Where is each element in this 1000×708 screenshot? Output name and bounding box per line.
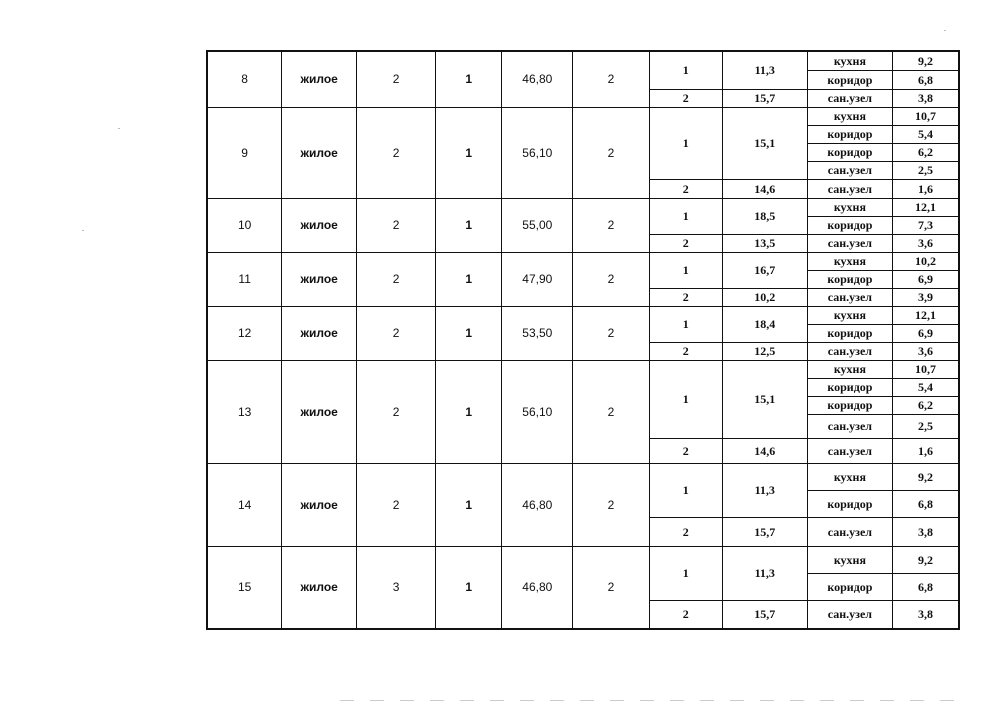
auxiliary-room-name: коридор: [807, 378, 892, 396]
scan-speck: [82, 230, 84, 231]
table-row: [207, 107, 959, 125]
premise-type: жилое: [282, 252, 357, 306]
premise-type: жилое: [282, 360, 357, 463]
table-row: [207, 51, 959, 70]
floor-cell: 2: [357, 360, 436, 463]
auxiliary-room-area: 9,2: [892, 463, 959, 490]
auxiliary-room-area: 10,2: [892, 252, 959, 270]
auxiliary-room-area: 3,8: [892, 517, 959, 546]
auxiliary-room-area: 10,7: [892, 360, 959, 378]
auxiliary-room-area: 6,2: [892, 396, 959, 414]
count-cell: 1: [436, 107, 502, 198]
auxiliary-room-area: 6,8: [892, 573, 959, 600]
floor-cell: 2: [357, 107, 436, 198]
premise-type: жилое: [282, 546, 357, 629]
auxiliary-room-name: сан.узел: [807, 161, 892, 179]
table-row: [207, 463, 959, 490]
auxiliary-room-area: 7,3: [892, 216, 959, 234]
premise-type: жилое: [282, 306, 357, 360]
floor-cell: 2: [357, 463, 436, 546]
auxiliary-room-name: коридор: [807, 396, 892, 414]
apartment-number: 14: [207, 463, 282, 546]
total-area-cell: 55,00: [502, 198, 573, 252]
total-area-cell: 46,80: [502, 51, 573, 107]
auxiliary-room-area: 3,6: [892, 234, 959, 252]
auxiliary-room-name: кухня: [807, 51, 892, 70]
auxiliary-room-name: сан.узел: [807, 600, 892, 629]
living-room-number: 2: [649, 342, 722, 360]
table-row: [207, 546, 959, 573]
auxiliary-room-name: коридор: [807, 216, 892, 234]
count-cell: 1: [436, 360, 502, 463]
auxiliary-room-name: коридор: [807, 573, 892, 600]
table-row: [207, 306, 959, 324]
auxiliary-room-area: 6,2: [892, 143, 959, 161]
auxiliary-room-name: коридор: [807, 143, 892, 161]
auxiliary-room-area: 6,8: [892, 490, 959, 517]
rooms-count-cell: 2: [573, 360, 650, 463]
scan-speck: [944, 30, 946, 31]
auxiliary-room-name: коридор: [807, 125, 892, 143]
living-room-number: 1: [649, 198, 722, 234]
living-room-number: 1: [649, 51, 722, 89]
living-room-area: 14,6: [722, 438, 807, 463]
floor-cell: 2: [357, 306, 436, 360]
auxiliary-room-area: 2,5: [892, 414, 959, 438]
rooms-count-cell: 2: [573, 463, 650, 546]
living-room-number: 2: [649, 438, 722, 463]
auxiliary-room-name: сан.узел: [807, 342, 892, 360]
auxiliary-room-name: сан.узел: [807, 234, 892, 252]
scan-artifact-line: [340, 700, 970, 701]
living-room-number: 1: [649, 306, 722, 342]
living-room-area: 15,7: [722, 517, 807, 546]
auxiliary-room-area: 12,1: [892, 306, 959, 324]
auxiliary-room-area: 3,6: [892, 342, 959, 360]
auxiliary-room-area: 6,8: [892, 70, 959, 89]
table-row: [207, 252, 959, 270]
auxiliary-room-area: 1,6: [892, 179, 959, 198]
living-room-number: 2: [649, 179, 722, 198]
auxiliary-room-area: 2,5: [892, 161, 959, 179]
living-room-number: 2: [649, 600, 722, 629]
living-room-area: 15,1: [722, 360, 807, 438]
total-area-cell: 47,90: [502, 252, 573, 306]
floor-cell: 3: [357, 546, 436, 629]
auxiliary-room-name: сан.узел: [807, 89, 892, 107]
apartment-number: 8: [207, 51, 282, 107]
living-room-number: 1: [649, 107, 722, 179]
auxiliary-room-name: сан.узел: [807, 288, 892, 306]
rooms-count-cell: 2: [573, 252, 650, 306]
premise-type: жилое: [282, 51, 357, 107]
floor-cell: 2: [357, 51, 436, 107]
auxiliary-room-name: сан.узел: [807, 414, 892, 438]
living-room-area: 15,7: [722, 89, 807, 107]
premise-type: жилое: [282, 107, 357, 198]
rooms-count-cell: 2: [573, 51, 650, 107]
count-cell: 1: [436, 198, 502, 252]
living-room-area: 14,6: [722, 179, 807, 198]
auxiliary-room-area: 3,8: [892, 89, 959, 107]
living-room-area: 15,7: [722, 600, 807, 629]
auxiliary-room-name: кухня: [807, 306, 892, 324]
auxiliary-room-name: кухня: [807, 107, 892, 125]
auxiliary-room-area: 6,9: [892, 324, 959, 342]
total-area-cell: 53,50: [502, 306, 573, 360]
total-area-cell: 46,80: [502, 546, 573, 629]
auxiliary-room-area: 3,8: [892, 600, 959, 629]
count-cell: 1: [436, 546, 502, 629]
premise-type: жилое: [282, 463, 357, 546]
living-room-number: 1: [649, 463, 722, 517]
total-area-cell: 46,80: [502, 463, 573, 546]
table-row: [207, 198, 959, 216]
living-room-area: 18,5: [722, 198, 807, 234]
auxiliary-room-name: коридор: [807, 70, 892, 89]
count-cell: 1: [436, 51, 502, 107]
auxiliary-room-area: 9,2: [892, 546, 959, 573]
apartment-number: 12: [207, 306, 282, 360]
auxiliary-room-name: сан.узел: [807, 179, 892, 198]
count-cell: 1: [436, 306, 502, 360]
living-room-number: 2: [649, 89, 722, 107]
floor-cell: 2: [357, 252, 436, 306]
living-room-number: 2: [649, 288, 722, 306]
living-room-number: 1: [649, 546, 722, 600]
auxiliary-room-name: сан.узел: [807, 438, 892, 463]
living-room-area: 15,1: [722, 107, 807, 179]
apartment-number: 11: [207, 252, 282, 306]
auxiliary-room-area: 1,6: [892, 438, 959, 463]
living-room-area: 10,2: [722, 288, 807, 306]
apartment-number: 15: [207, 546, 282, 629]
apartment-number: 13: [207, 360, 282, 463]
auxiliary-room-name: кухня: [807, 360, 892, 378]
auxiliary-room-name: кухня: [807, 463, 892, 490]
living-room-number: 2: [649, 234, 722, 252]
auxiliary-room-name: коридор: [807, 270, 892, 288]
total-area-cell: 56,10: [502, 360, 573, 463]
living-room-area: 11,3: [722, 51, 807, 89]
auxiliary-room-name: коридор: [807, 490, 892, 517]
living-room-area: 11,3: [722, 463, 807, 517]
living-room-number: 2: [649, 517, 722, 546]
living-room-area: 13,5: [722, 234, 807, 252]
auxiliary-room-area: 6,9: [892, 270, 959, 288]
rooms-count-cell: 2: [573, 198, 650, 252]
auxiliary-room-name: коридор: [807, 324, 892, 342]
rooms-count-cell: 2: [573, 107, 650, 198]
auxiliary-room-area: 3,9: [892, 288, 959, 306]
scan-speck: [118, 128, 120, 129]
living-room-area: 11,3: [722, 546, 807, 600]
living-room-area: 12,5: [722, 342, 807, 360]
rooms-count-cell: 2: [573, 306, 650, 360]
auxiliary-room-area: 9,2: [892, 51, 959, 70]
auxiliary-room-area: 12,1: [892, 198, 959, 216]
living-room-number: 1: [649, 252, 722, 288]
auxiliary-room-name: кухня: [807, 252, 892, 270]
auxiliary-room-area: 5,4: [892, 125, 959, 143]
table-row: [207, 360, 959, 378]
premise-type: жилое: [282, 198, 357, 252]
living-room-area: 16,7: [722, 252, 807, 288]
floor-cell: 2: [357, 198, 436, 252]
apartments-table: [206, 50, 960, 630]
count-cell: 1: [436, 252, 502, 306]
auxiliary-room-area: 10,7: [892, 107, 959, 125]
auxiliary-room-area: 5,4: [892, 378, 959, 396]
count-cell: 1: [436, 463, 502, 546]
auxiliary-room-name: кухня: [807, 546, 892, 573]
total-area-cell: 56,10: [502, 107, 573, 198]
apartment-number: 9: [207, 107, 282, 198]
auxiliary-room-name: кухня: [807, 198, 892, 216]
living-room-number: 1: [649, 360, 722, 438]
auxiliary-room-name: сан.узел: [807, 517, 892, 546]
living-room-area: 18,4: [722, 306, 807, 342]
rooms-count-cell: 2: [573, 546, 650, 629]
apartment-number: 10: [207, 198, 282, 252]
